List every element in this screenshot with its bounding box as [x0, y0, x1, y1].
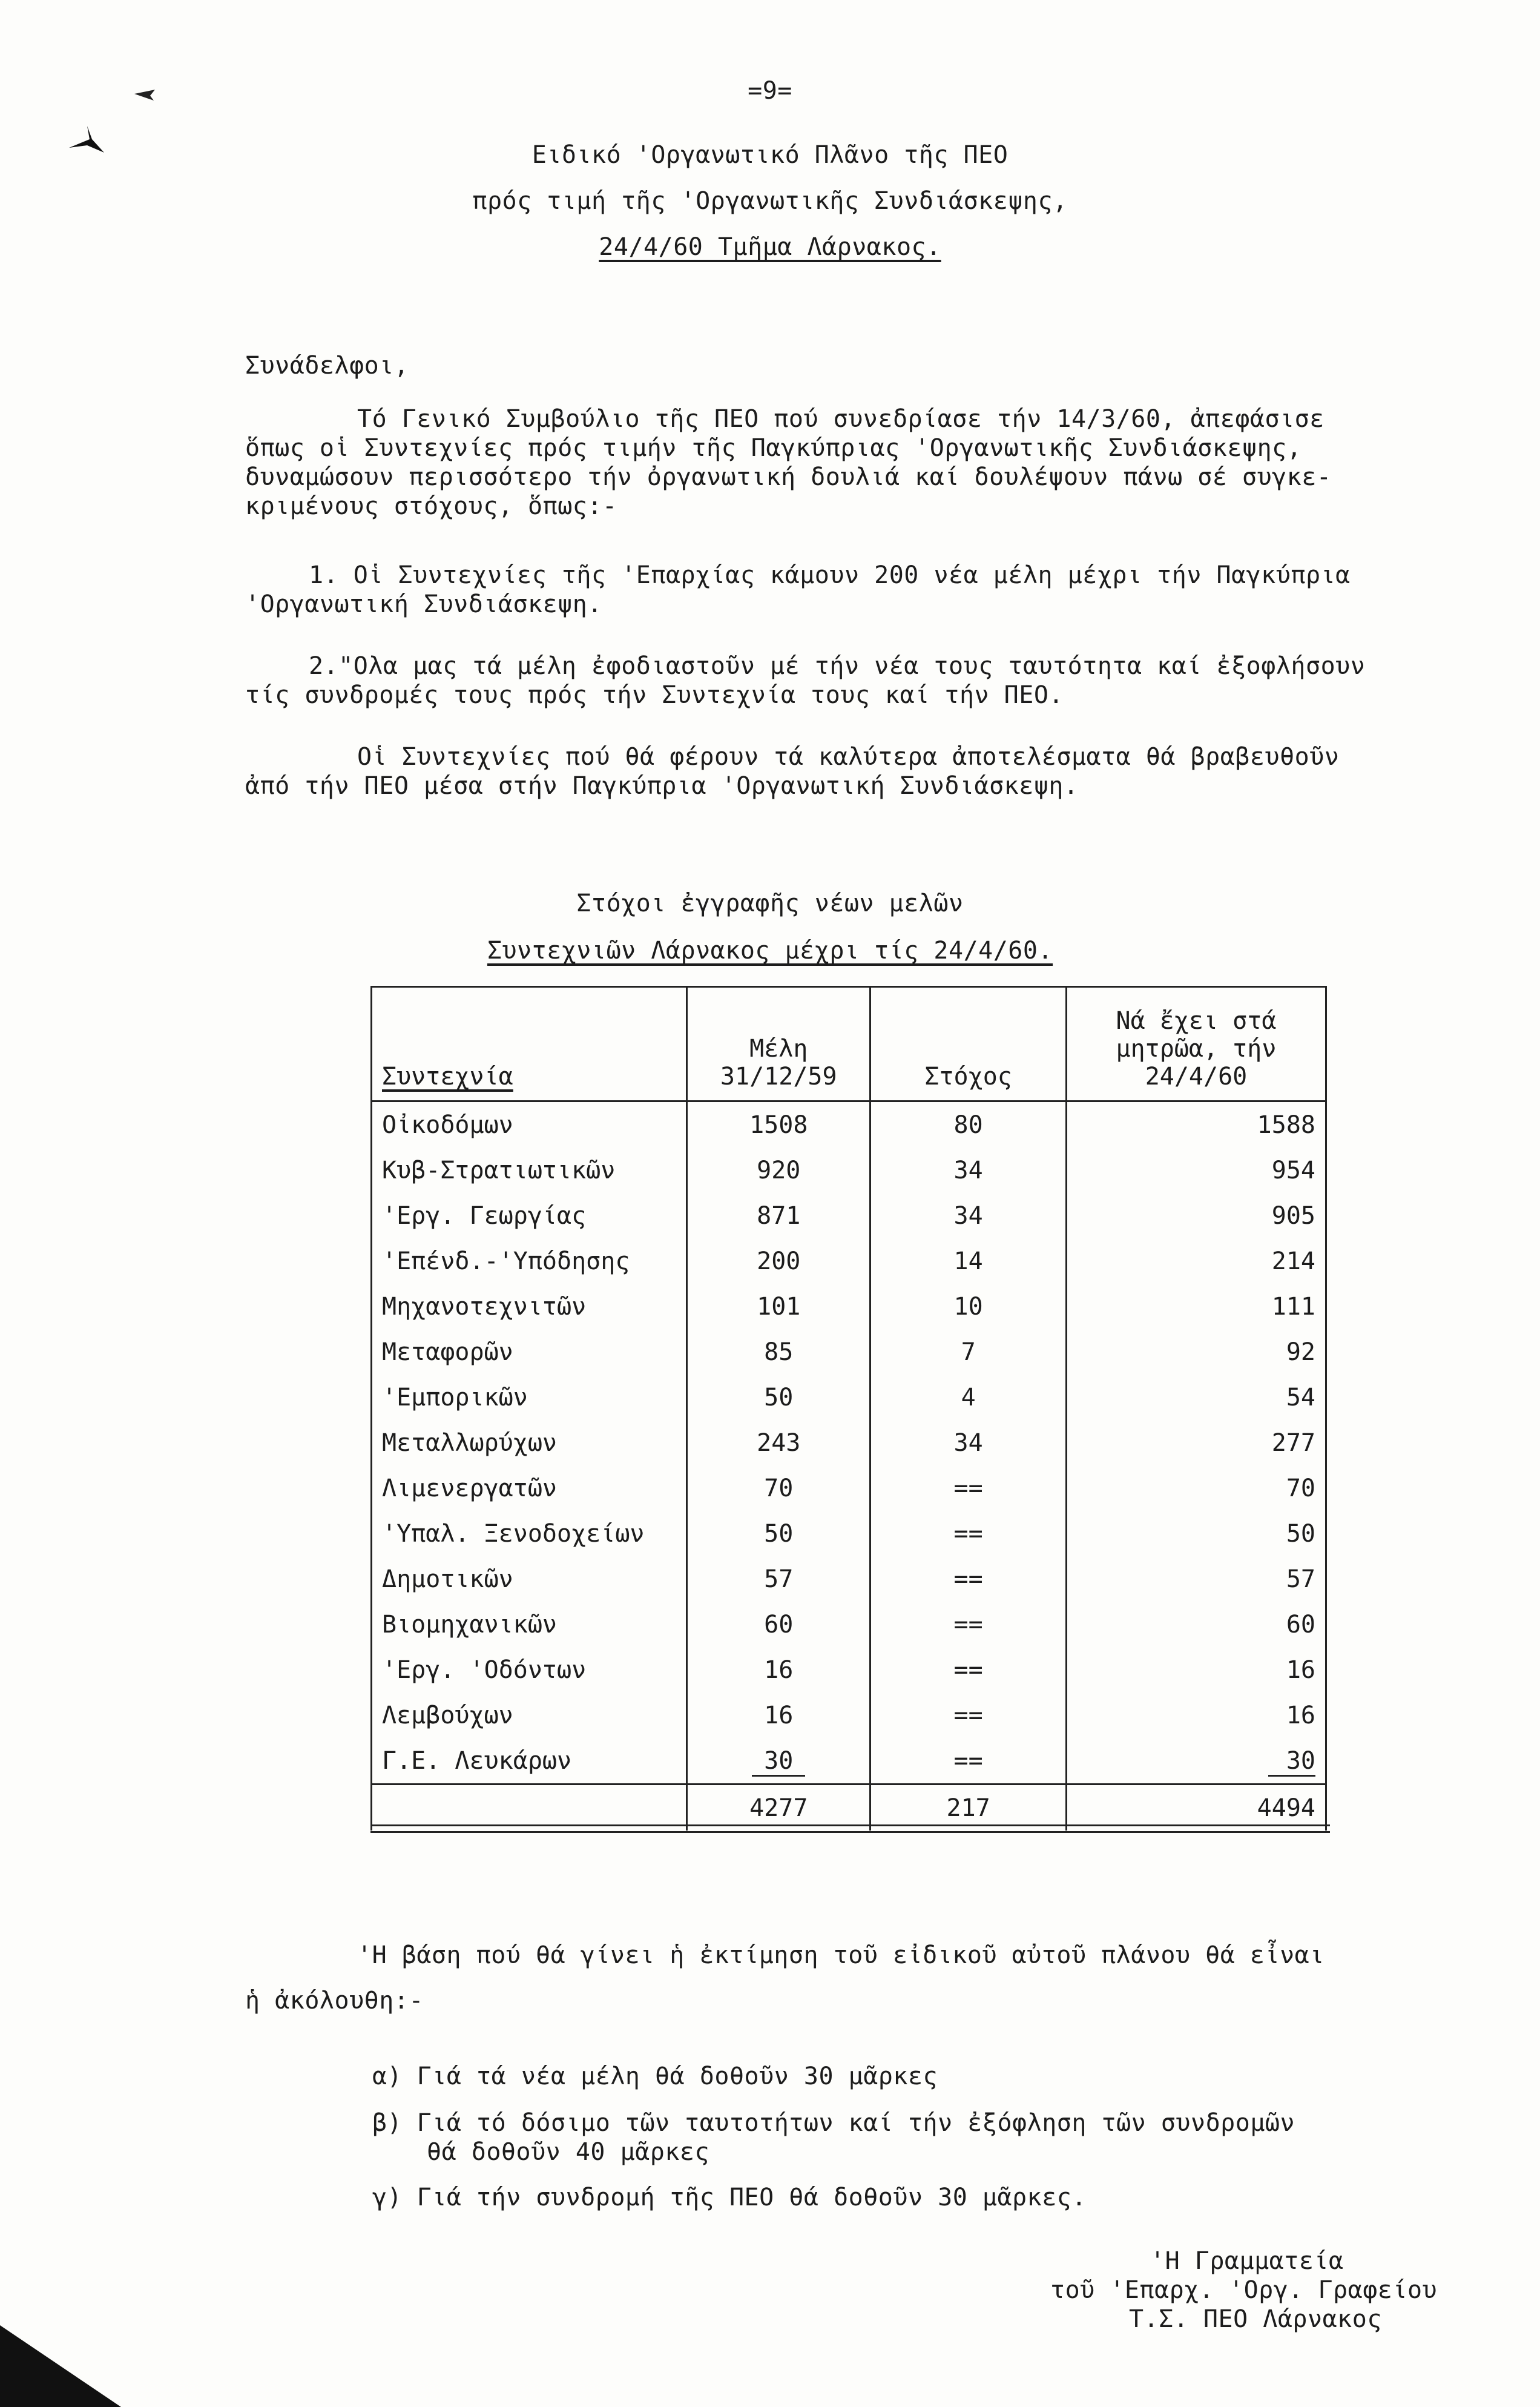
assessment-item-c: γ) Γιά τήν συνδρομή τῆς ΠΕΟ θά δοθοῦν 30 μᾶρκες. — [372, 2184, 1087, 2211]
header-total: Νά ἔχει στά μητρῶα, τήν 24/4/60 — [1066, 987, 1326, 1101]
document-title-line3: 24/4/60 Τμῆμα Λάρνακος. — [599, 233, 941, 261]
list-item-2-line1: 2."Ολα μας τά μέλη ἐφοδιαστοῦν μέ τήν νέα τους ταυτότητα καί ἐξοφλήσουν — [309, 652, 1366, 680]
membership-targets-table — [370, 986, 1327, 1831]
assessment-item-a: α) Γιά τά νέα μέλη θά δοθοῦν 30 μᾶρκες — [372, 2062, 938, 2090]
total-after-target: 4494 — [1066, 1785, 1326, 1831]
table-row: Μεταφορῶν 85 7 92 — [372, 1329, 1326, 1375]
signature-line2: τοῦ 'Επαρχ. 'Οργ. Γραφείου — [1050, 2276, 1438, 2304]
list-item-2-line2: τίς συνδρομές τους πρός τήν Συντεχνία τους καί τήν ΠΕΟ. — [245, 681, 1064, 709]
paragraph-2-line1: Οἱ Συντεχνίες πού θά φέρουν τά καλύτερα ἀποτελέσματα θά βραβευθοῦν — [357, 743, 1340, 771]
table-totals-row — [372, 1785, 1326, 1831]
table-row: Βιομηχανικῶν 60 == 60 — [372, 1602, 1326, 1647]
table-row: Λεμβούχων 16 == 16 — [372, 1692, 1326, 1738]
document-title-line1: Ειδικό 'Οργανωτικό Πλᾶνο τῆς ΠΕΟ — [531, 141, 1009, 169]
table-row: 'Εργ. 'Οδόντων 16 == 16 — [372, 1647, 1326, 1692]
paragraph-1-line3: δυναμώσουν περισσότερο τήν ὀργανωτική δουλιά καί δουλέψουν πάνω σέ συγκε- — [245, 463, 1332, 491]
paragraph-1-line4: κριμένους στόχους, ὅπως:- — [245, 492, 617, 520]
assessment-intro-line1: 'Η βάση πού θά γίνει ἡ ἐκτίμηση τοῦ εἰδικοῦ αὐτοῦ πλάνου θά εἶναι — [357, 1941, 1324, 1969]
table-row: Δημοτικῶν 57 == 57 — [372, 1556, 1326, 1602]
assessment-item-b-line2: θά δοθοῦν 40 μᾶρκες — [427, 2138, 710, 2166]
paragraph-1-line2: ὅπως οἱ Συντεχνίες πρός τιμήν τῆς Παγκύπριας 'Οργανωτικῆς Συνδιάσκεψης, — [245, 434, 1302, 462]
table-row: 'Εργ. Γεωργίας 871 34 905 — [372, 1193, 1326, 1238]
paragraph-1-line1: Τό Γενικό Συμβούλιο τῆς ΠΕΟ πού συνεδρίασε τήν 14/3/60, ἀπεφάσισε — [357, 405, 1324, 433]
assessment-intro-line2: ἡ ἀκόλουθη:- — [245, 1987, 424, 2015]
scan-corner-shadow — [0, 2325, 121, 2407]
total-target: 217 — [870, 1785, 1067, 1831]
total-members: 4277 — [687, 1785, 870, 1831]
table-row: Μηχανοτεχνιτῶν 101 10 111 — [372, 1284, 1326, 1329]
page-number: =9= — [748, 77, 792, 105]
list-item-1-line2: 'Οργανωτική Συνδιάσκεψη. — [245, 590, 602, 618]
signature-line3: Τ.Σ. ΠΕΟ Λάρνακος — [1129, 2305, 1382, 2333]
table-title-line2: Συντεχνιῶν Λάρνακος μέχρι τίς 24/4/60. — [487, 937, 1053, 965]
table-row: Μεταλλωρύχων 243 34 277 — [372, 1420, 1326, 1465]
table-double-rule — [370, 1824, 1330, 1833]
paragraph-2-line2: ἀπό τήν ΠΕΟ μέσα στήν Παγκύπρια 'Οργανωτική Συνδιάσκεψη. — [245, 772, 1079, 800]
table-row: 'Εμπορικῶν 50 4 54 — [372, 1375, 1326, 1420]
header-union: Συντεχνία — [372, 987, 687, 1101]
table-title-line1: Στόχοι ἐγγραφῆς νέων μελῶν — [576, 890, 964, 917]
salutation: Συνάδελφοι, — [245, 352, 409, 380]
table-row: Κυβ-Στρατιωτικῶν 920 34 954 — [372, 1147, 1326, 1193]
header-target: Στόχος — [870, 987, 1067, 1101]
table-header-row — [372, 987, 1326, 1101]
document-title-line2: πρός τιμή τῆς 'Οργανωτικῆς Συνδιάσκεψης, — [472, 187, 1068, 215]
table-row: Λιμενεργατῶν 70 == 70 — [372, 1465, 1326, 1511]
signature-line1: 'Η Γραμματεία — [1150, 2247, 1344, 2275]
table-row: Γ.Ε. Λευκάρων 30 == 30 — [372, 1738, 1326, 1785]
header-members: Μέλη 31/12/59 — [687, 987, 870, 1101]
list-item-1-line1: 1. Οἱ Συντεχνίες τῆς 'Επαρχίας κάμουν 200 νέα μέλη μέχρι τήν Παγκύπρια — [309, 561, 1351, 589]
table-row: 'Υπαλ. Ξενοδοχείων 50 == 50 — [372, 1511, 1326, 1556]
assessment-item-b-line1: β) Γιά τό δόσιμο τῶν ταυτοτήτων καί τήν ἐξόφληση τῶν συνδρομῶν — [372, 2109, 1295, 2137]
table-row: 'Επένδ.-'Υπόδησης 200 14 214 — [372, 1238, 1326, 1284]
table-row: Οἰκοδόμων 1508 80 1588 — [372, 1101, 1326, 1148]
